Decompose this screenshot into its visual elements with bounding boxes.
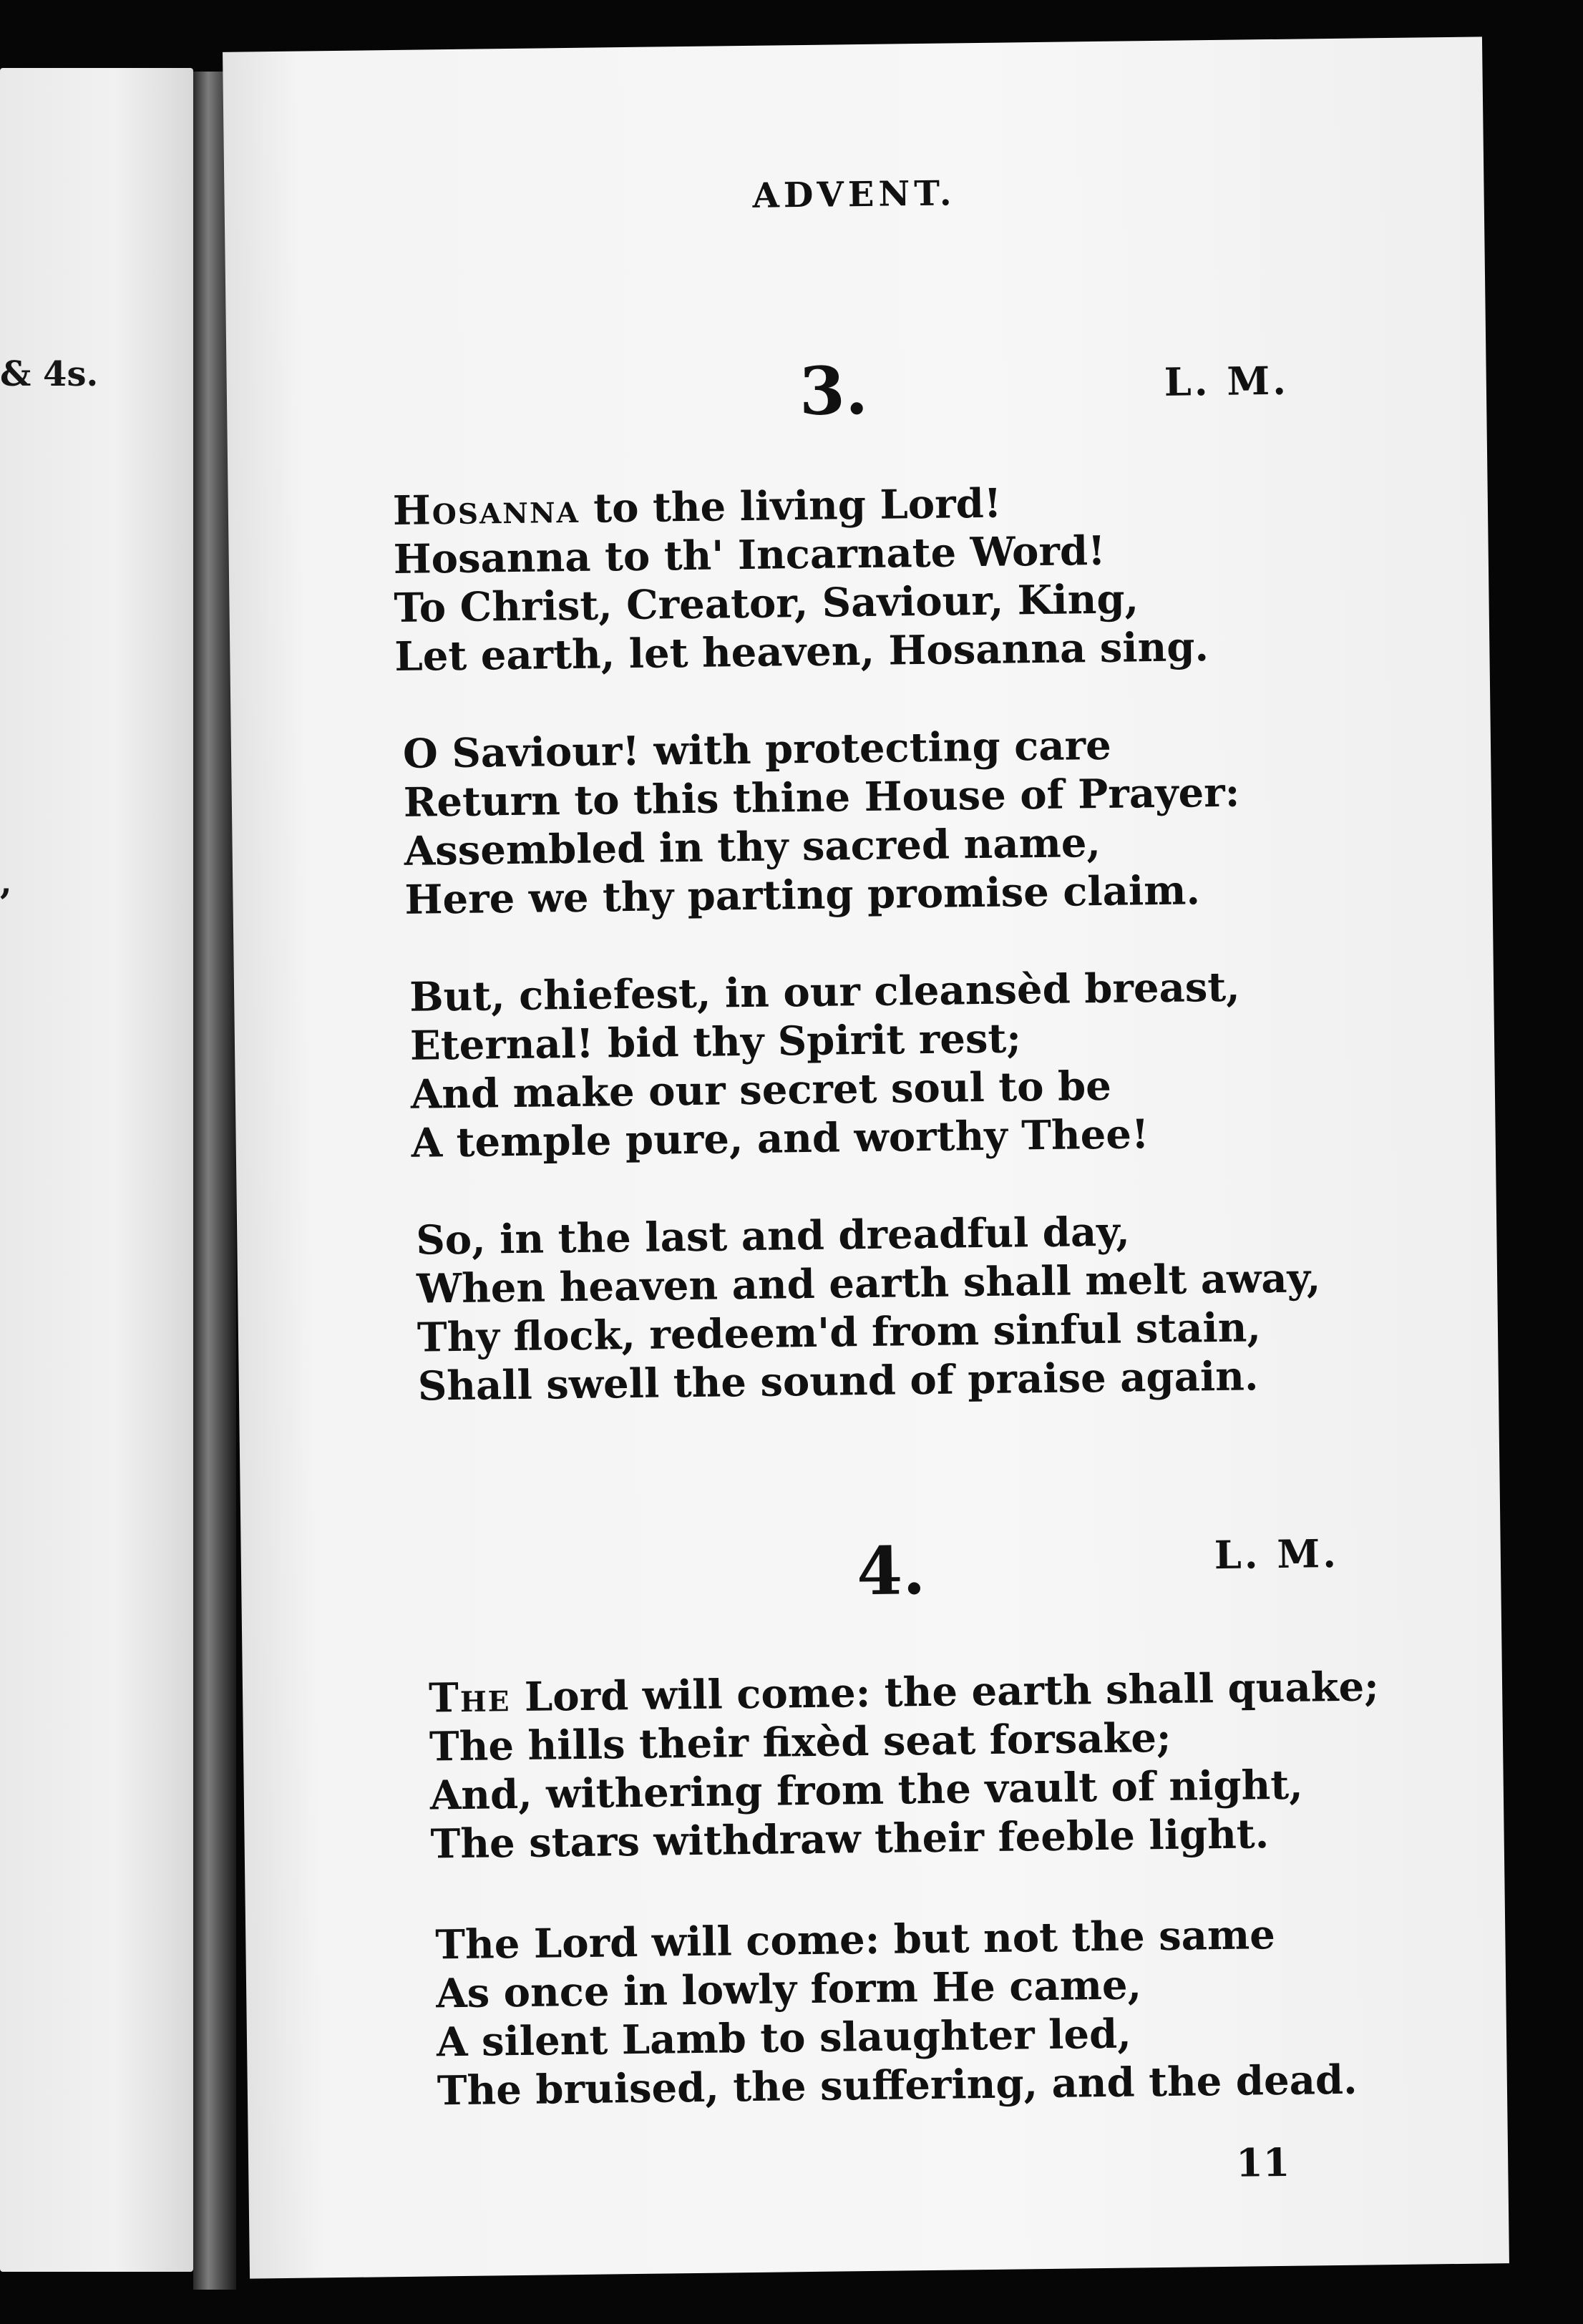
verse-line: Shall swell the sound of praise again. (417, 1352, 1259, 1410)
verse-line: The bruised, the suffering, and the dead. (437, 2056, 1358, 2115)
left-page-fragment: & 4s. (0, 354, 99, 394)
verse-line: And, withering from the vault of night, (429, 1761, 1304, 1820)
stanza (392, 477, 1209, 681)
verse-line: Hosanna to the living Lord! (392, 479, 1002, 535)
first-words: Hosanna (392, 484, 580, 535)
verse-line: To Christ, Creator, Saviour, King, (394, 575, 1139, 632)
verse-line: Assembled in thy sacred name, (404, 819, 1101, 875)
verse-line: Here we thy parting promise claim. (404, 866, 1201, 924)
running-head: ADVENT. (752, 173, 956, 216)
verse-line: As once in lowly form He came, (435, 1961, 1142, 2018)
verse-line: A temple pure, and worthy Thee! (411, 1110, 1149, 1167)
verse-line: So, in the last and dreadful day, (415, 1208, 1131, 1264)
verse-line: The hills their fixèd seat forsake; (429, 1714, 1172, 1771)
hymn-meter: L. M. (1214, 1530, 1340, 1578)
verse-line: Let earth, let heaven, Hosanna sing. (394, 623, 1209, 680)
left-page-edge (0, 68, 193, 2272)
verse-line: The stars withdraw their feeble light. (430, 1810, 1270, 1868)
right-page (223, 36, 1509, 2278)
verse-line: A silent Lamb to slaughter led, (436, 2010, 1132, 2066)
verse-line: When heaven and earth shall melt away, (416, 1254, 1321, 1313)
verse-line: Thy flock, redeem'd from sinful stain, (417, 1304, 1262, 1362)
stanza (409, 963, 1242, 1168)
verse-line: Eternal! bid thy Spirit rest; (409, 1015, 1022, 1070)
hymn-number: 4. (856, 1532, 926, 1611)
stanza (429, 1662, 1381, 1868)
verse-line: But, chiefest, in our cleansèd breast, (409, 963, 1241, 1021)
hymn-number: 3. (799, 351, 869, 431)
stanza (416, 1205, 1322, 1410)
page-number: 11 (1235, 2139, 1290, 2186)
verse-line: O Saviour! with protecting care (402, 721, 1112, 778)
verse-line: Return to this thine House of Prayer: (403, 768, 1240, 826)
verse-line: The Lord will come: the earth shall quake; (428, 1663, 1380, 1722)
hymn-meter: L. M. (1164, 357, 1290, 405)
left-page-fragment: , (0, 862, 12, 902)
verse-line: The Lord will come: but not the same (434, 1911, 1276, 1969)
first-words: The (428, 1674, 511, 1722)
verse-line: Hosanna to th' Incarnate Word! (393, 527, 1106, 584)
verse-line: And make our secret soul to be (410, 1062, 1112, 1118)
stanza (403, 720, 1242, 924)
stanza (435, 1910, 1358, 2116)
